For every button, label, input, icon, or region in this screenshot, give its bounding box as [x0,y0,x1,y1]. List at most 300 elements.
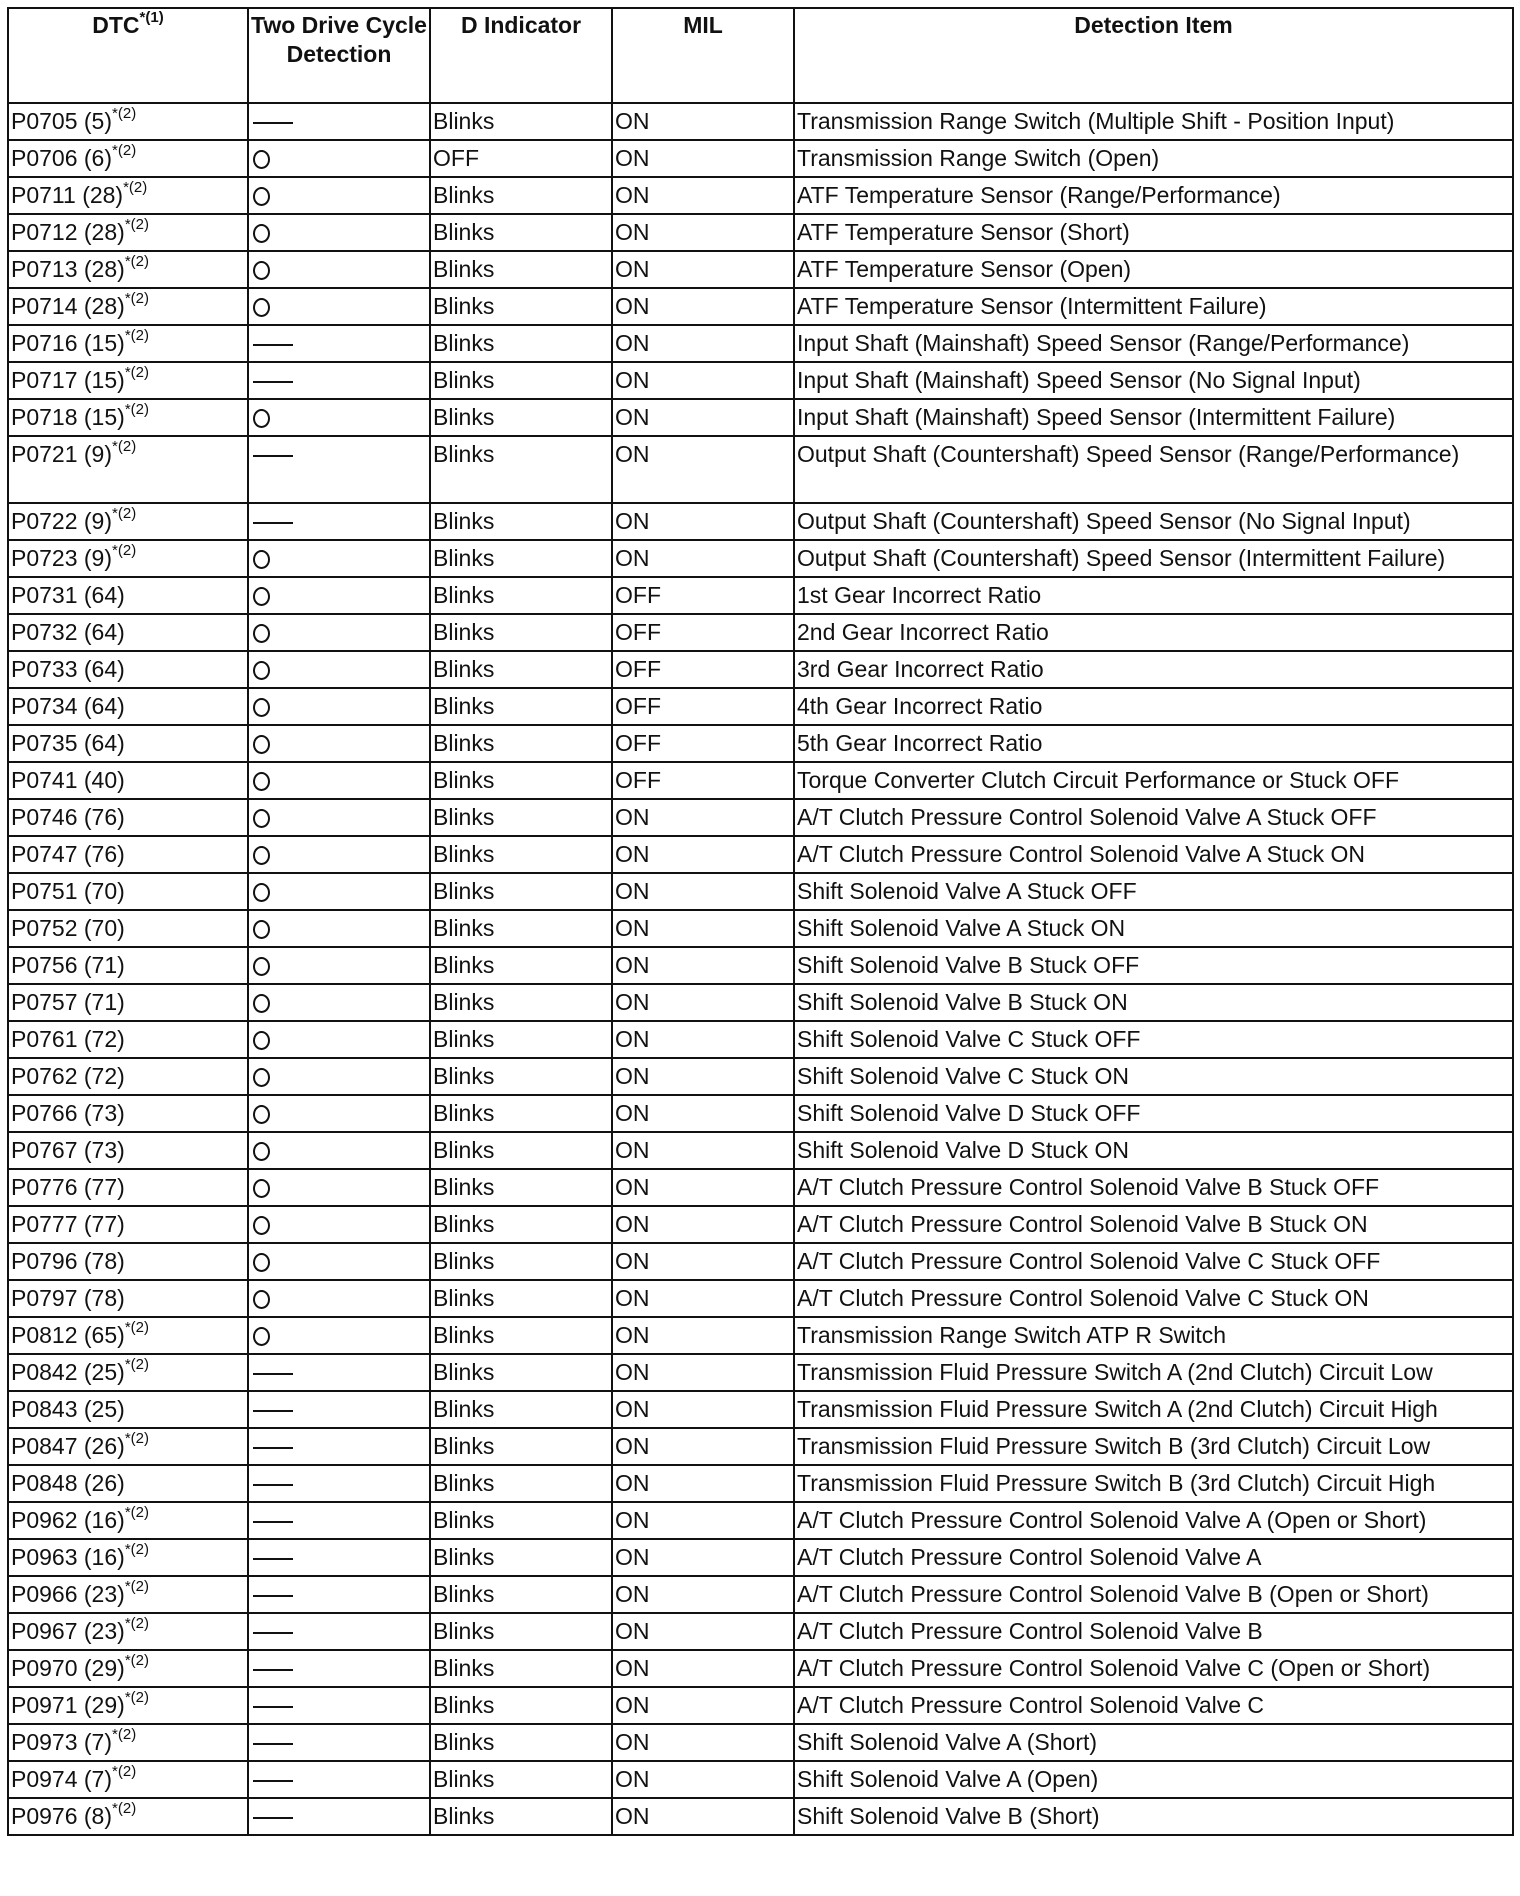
two-drive-cell [248,1428,430,1465]
dtc-code: P0797 (78) [11,1285,125,1311]
mil-cell: ON [612,399,794,436]
dash-mark-icon [253,1484,293,1486]
dtc-code: P0967 (23) [11,1618,125,1644]
table-row [8,910,1513,947]
mil-cell: ON [612,1613,794,1650]
detection-item-cell: A/T Clutch Pressure Control Solenoid Valve C Stuck ON [794,1280,1513,1317]
dtc-footnote: *(2) [112,105,137,123]
dtc-code: P0976 (8) [11,1803,113,1829]
header-two-drive: Two Drive Cycle Detection [248,8,430,103]
dtc-cell [8,1058,248,1095]
detection-item-cell: Transmission Fluid Pressure Switch B (3rd Clutch) Circuit High [794,1465,1513,1502]
d-indicator-cell: Blinks [430,1021,612,1058]
mil-cell: ON [612,910,794,947]
circle-mark-icon [253,624,270,643]
dtc-footnote: *(2) [124,364,149,382]
dtc-code: P0973 (7) [11,1729,113,1755]
dtc-cell [8,177,248,214]
two-drive-cell [248,873,430,910]
dtc-cell [8,836,248,873]
circle-mark-icon [253,1031,270,1050]
table-row [8,540,1513,577]
circle-mark-icon [253,698,270,717]
dtc-cell [8,362,248,399]
table-row [8,1798,1513,1835]
detection-item-cell: 2nd Gear Incorrect Ratio [794,614,1513,651]
two-drive-cell [248,1613,430,1650]
dtc-cell [8,1280,248,1317]
table-row [8,577,1513,614]
two-drive-cell [248,799,430,836]
dtc-cell [8,1132,248,1169]
dtc-code: P0776 (77) [11,1174,125,1200]
circle-mark-icon [253,1142,270,1161]
circle-mark-icon [253,920,270,939]
detection-item-cell: Transmission Fluid Pressure Switch B (3rd Clutch) Circuit Low [794,1428,1513,1465]
dtc-cell [8,1687,248,1724]
mil-cell: ON [612,325,794,362]
circle-mark-icon [253,261,270,280]
mil-cell: ON [612,1724,794,1761]
detection-item-cell: Input Shaft (Mainshaft) Speed Sensor (Intermittent Failure) [794,399,1513,436]
mil-cell: ON [612,1539,794,1576]
mil-cell: ON [612,836,794,873]
dtc-code: P0970 (29) [11,1655,125,1681]
dtc-cell [8,577,248,614]
d-indicator-cell: OFF [430,140,612,177]
dtc-code: P0711 (28) [11,182,124,208]
detection-item-cell: Transmission Range Switch ATP R Switch [794,1317,1513,1354]
mil-cell: ON [612,1502,794,1539]
dtc-cell [8,103,248,140]
dash-mark-icon [253,1595,293,1597]
mil-cell: OFF [612,762,794,799]
detection-item-cell: A/T Clutch Pressure Control Solenoid Valve B (Open or Short) [794,1576,1513,1613]
dash-mark-icon [253,1817,293,1819]
two-drive-cell [248,1391,430,1428]
detection-item-cell: Shift Solenoid Valve C Stuck ON [794,1058,1513,1095]
d-indicator-cell: Blinks [430,1317,612,1354]
mil-cell: ON [612,1021,794,1058]
dtc-footnote: *(2) [124,1504,149,1522]
table-row [8,1391,1513,1428]
mil-cell: ON [612,251,794,288]
mil-cell: ON [612,436,794,503]
circle-mark-icon [253,661,270,680]
table-row [8,1539,1513,1576]
detection-item-cell: ATF Temperature Sensor (Short) [794,214,1513,251]
table-row [8,1502,1513,1539]
mil-cell: ON [612,1428,794,1465]
dash-mark-icon [253,455,293,457]
two-drive-cell [248,1021,430,1058]
dtc-code: P0721 (9) [11,441,113,467]
detection-item-cell: A/T Clutch Pressure Control Solenoid Valve B [794,1613,1513,1650]
table-row [8,436,1513,503]
detection-item-cell: Output Shaft (Countershaft) Speed Sensor (Intermittent Failure) [794,540,1513,577]
d-indicator-cell: Blinks [430,1798,612,1835]
dtc-cell [8,1502,248,1539]
dtc-cell [8,1613,248,1650]
two-drive-cell [248,1317,430,1354]
d-indicator-cell: Blinks [430,984,612,1021]
detection-item-cell: Torque Converter Clutch Circuit Performance or Stuck OFF [794,762,1513,799]
dtc-footnote: *(2) [112,142,137,160]
two-drive-cell [248,503,430,540]
detection-item-cell: Shift Solenoid Valve C Stuck OFF [794,1021,1513,1058]
dtc-cell [8,1095,248,1132]
mil-cell: ON [612,362,794,399]
dtc-code: P0712 (28) [11,219,125,245]
dash-mark-icon [253,381,293,383]
two-drive-cell [248,577,430,614]
mil-cell: ON [612,1650,794,1687]
two-drive-cell [248,651,430,688]
mil-cell: OFF [612,614,794,651]
table-row [8,362,1513,399]
detection-item-cell: Shift Solenoid Valve A Stuck OFF [794,873,1513,910]
table-row [8,1650,1513,1687]
mil-cell: ON [612,1465,794,1502]
dtc-cell [8,1465,248,1502]
dtc-cell [8,947,248,984]
detection-item-cell: A/T Clutch Pressure Control Solenoid Valve C (Open or Short) [794,1650,1513,1687]
detection-item-cell: Shift Solenoid Valve A (Open) [794,1761,1513,1798]
circle-mark-icon [253,994,270,1013]
dtc-footnote: *(2) [112,438,137,456]
dtc-footnote: *(2) [124,1541,149,1559]
dtc-code: P0766 (73) [11,1100,125,1126]
table-row [8,1021,1513,1058]
detection-item-cell: Input Shaft (Mainshaft) Speed Sensor (No Signal Input) [794,362,1513,399]
dtc-footnote: *(2) [124,1652,149,1670]
dtc-code: P0718 (15) [11,404,125,430]
d-indicator-cell: Blinks [430,836,612,873]
dtc-cell [8,1169,248,1206]
table-row [8,614,1513,651]
two-drive-cell [248,1058,430,1095]
mil-cell: ON [612,1798,794,1835]
d-indicator-cell: Blinks [430,1243,612,1280]
table-row [8,1132,1513,1169]
dtc-code: P0713 (28) [11,256,125,282]
dtc-cell [8,214,248,251]
detection-item-cell: A/T Clutch Pressure Control Solenoid Valve A Stuck OFF [794,799,1513,836]
detection-item-cell: A/T Clutch Pressure Control Solenoid Valve B Stuck ON [794,1206,1513,1243]
dash-mark-icon [253,1373,293,1375]
d-indicator-cell: Blinks [430,799,612,836]
dtc-code: P0971 (29) [11,1692,125,1718]
mil-cell: ON [612,1095,794,1132]
detection-item-cell: Shift Solenoid Valve D Stuck OFF [794,1095,1513,1132]
dtc-code: P0752 (70) [11,915,125,941]
detection-item-cell: Transmission Range Switch (Multiple Shift - Position Input) [794,103,1513,140]
two-drive-cell [248,1095,430,1132]
detection-item-cell: Shift Solenoid Valve A Stuck ON [794,910,1513,947]
dtc-footnote: *(2) [123,179,148,197]
header-d-indicator: D Indicator [430,8,612,103]
detection-item-cell: ATF Temperature Sensor (Open) [794,251,1513,288]
mil-cell: ON [612,1132,794,1169]
dtc-cell [8,1798,248,1835]
dtc-code: P0746 (76) [11,804,125,830]
d-indicator-cell: Blinks [430,873,612,910]
detection-item-cell: ATF Temperature Sensor (Range/Performance) [794,177,1513,214]
detection-item-cell: Shift Solenoid Valve B Stuck OFF [794,947,1513,984]
dash-mark-icon [253,1669,293,1671]
two-drive-cell [248,1243,430,1280]
dtc-code: P0962 (16) [11,1507,125,1533]
two-drive-cell [248,1206,430,1243]
dtc-code: P0747 (76) [11,841,125,867]
circle-mark-icon [253,187,270,206]
mil-cell: ON [612,1280,794,1317]
table-row [8,1243,1513,1280]
d-indicator-cell: Blinks [430,214,612,251]
dash-mark-icon [253,1706,293,1708]
circle-mark-icon [253,846,270,865]
dtc-code: P0717 (15) [11,367,125,393]
dtc-code: P0842 (25) [11,1359,125,1385]
two-drive-cell [248,1761,430,1798]
two-drive-cell [248,688,430,725]
dash-mark-icon [253,1447,293,1449]
detection-item-cell: ATF Temperature Sensor (Intermittent Failure) [794,288,1513,325]
d-indicator-cell: Blinks [430,1354,612,1391]
mil-cell: OFF [612,688,794,725]
two-drive-cell [248,1502,430,1539]
d-indicator-cell: Blinks [430,1576,612,1613]
table-row [8,1724,1513,1761]
dtc-footnote: *(2) [112,1800,137,1818]
circle-mark-icon [253,883,270,902]
mil-cell: ON [612,1576,794,1613]
table-row [8,799,1513,836]
two-drive-cell [248,1465,430,1502]
dash-mark-icon [253,122,293,124]
two-drive-cell [248,288,430,325]
dtc-code: P0706 (6) [11,145,113,171]
two-drive-cell [248,1354,430,1391]
dtc-cell [8,762,248,799]
detection-item-cell: 5th Gear Incorrect Ratio [794,725,1513,762]
dtc-code: P0751 (70) [11,878,125,904]
dtc-cell [8,503,248,540]
detection-item-cell: Shift Solenoid Valve B Stuck ON [794,984,1513,1021]
mil-cell: ON [612,799,794,836]
dtc-code: P0716 (15) [11,330,125,356]
dtc-code: P0812 (65) [11,1322,125,1348]
table-row [8,688,1513,725]
dtc-footnote: *(2) [124,290,149,308]
two-drive-cell [248,1650,430,1687]
mil-cell: ON [612,984,794,1021]
dash-mark-icon [253,522,293,524]
dtc-code: P0731 (64) [11,582,125,608]
table-header-row [8,8,1513,103]
detection-item-cell: A/T Clutch Pressure Control Solenoid Valve C Stuck OFF [794,1243,1513,1280]
d-indicator-cell: Blinks [430,577,612,614]
dtc-footnote: *(2) [112,542,137,560]
d-indicator-cell: Blinks [430,1650,612,1687]
dtc-code: P0761 (72) [11,1026,125,1052]
detection-item-cell: Output Shaft (Countershaft) Speed Sensor (No Signal Input) [794,503,1513,540]
dtc-cell [8,540,248,577]
mil-cell: ON [612,1391,794,1428]
dtc-footnote: *(2) [124,1319,149,1337]
table-row [8,1687,1513,1724]
mil-cell: ON [612,947,794,984]
dtc-code: P0777 (77) [11,1211,125,1237]
mil-cell: ON [612,1317,794,1354]
two-drive-cell [248,1576,430,1613]
circle-mark-icon [253,809,270,828]
d-indicator-cell: Blinks [430,503,612,540]
table-row [8,1206,1513,1243]
d-indicator-cell: Blinks [430,251,612,288]
header-dtc: DTC$^{*(1)}$ [8,8,248,103]
d-indicator-cell: Blinks [430,1280,612,1317]
detection-item-cell: A/T Clutch Pressure Control Solenoid Valve B Stuck OFF [794,1169,1513,1206]
dtc-code: P0733 (64) [11,656,125,682]
dtc-cell [8,1539,248,1576]
mil-cell: ON [612,103,794,140]
header-dtc-note: *(1) [139,9,164,27]
two-drive-cell [248,214,430,251]
circle-mark-icon [253,550,270,569]
detection-item-cell: A/T Clutch Pressure Control Solenoid Valve A (Open or Short) [794,1502,1513,1539]
detection-item-cell: Transmission Fluid Pressure Switch A (2nd Clutch) Circuit Low [794,1354,1513,1391]
circle-mark-icon [253,735,270,754]
dtc-code: P0796 (78) [11,1248,125,1274]
table-row [8,288,1513,325]
dash-mark-icon [253,344,293,346]
mil-cell: ON [612,1243,794,1280]
two-drive-cell [248,947,430,984]
dtc-footnote: *(2) [112,1726,137,1744]
detection-item-cell: Shift Solenoid Valve B (Short) [794,1798,1513,1835]
dtc-code: P0722 (9) [11,508,113,534]
mil-cell: ON [612,1761,794,1798]
dtc-code: P0762 (72) [11,1063,125,1089]
d-indicator-cell: Blinks [430,1058,612,1095]
two-drive-cell [248,1132,430,1169]
detection-item-cell: A/T Clutch Pressure Control Solenoid Valve A [794,1539,1513,1576]
d-indicator-cell: Blinks [430,688,612,725]
dtc-cell [8,325,248,362]
table-row [8,1317,1513,1354]
circle-mark-icon [253,587,270,606]
mil-cell: ON [612,1354,794,1391]
mil-cell: ON [612,140,794,177]
mil-cell: ON [612,540,794,577]
table-row [8,1280,1513,1317]
table-row [8,325,1513,362]
dtc-code: P0848 (26) [11,1470,125,1496]
dtc-cell [8,436,248,503]
d-indicator-cell: Blinks [430,910,612,947]
two-drive-cell [248,177,430,214]
mil-cell: ON [612,177,794,214]
dtc-cell [8,288,248,325]
table-row [8,984,1513,1021]
dtc-code: P0735 (64) [11,730,125,756]
two-drive-cell [248,399,430,436]
circle-mark-icon [253,957,270,976]
two-drive-cell [248,836,430,873]
circle-mark-icon [253,150,270,169]
table-row [8,177,1513,214]
two-drive-cell [248,436,430,503]
circle-mark-icon [253,1253,270,1272]
mil-cell: OFF [612,651,794,688]
mil-cell: ON [612,873,794,910]
table-row [8,1354,1513,1391]
dtc-code: P0756 (71) [11,952,125,978]
two-drive-cell [248,1798,430,1835]
two-drive-cell [248,103,430,140]
dash-mark-icon [253,1743,293,1745]
circle-mark-icon [253,1179,270,1198]
dtc-cell [8,614,248,651]
table-row [8,1095,1513,1132]
table-row [8,214,1513,251]
d-indicator-cell: Blinks [430,762,612,799]
dtc-cell [8,799,248,836]
d-indicator-cell: Blinks [430,1206,612,1243]
two-drive-cell [248,1539,430,1576]
d-indicator-cell: Blinks [430,651,612,688]
d-indicator-cell: Blinks [430,725,612,762]
table-row [8,1169,1513,1206]
circle-mark-icon [253,772,270,791]
d-indicator-cell: Blinks [430,1613,612,1650]
dtc-cell [8,1761,248,1798]
dtc-code: P0767 (73) [11,1137,125,1163]
dtc-cell [8,1576,248,1613]
dtc-cell [8,140,248,177]
dtc-cell [8,651,248,688]
dtc-cell [8,1650,248,1687]
d-indicator-cell: Blinks [430,1761,612,1798]
table-row [8,1465,1513,1502]
dtc-footnote: *(2) [124,1615,149,1633]
table-row [8,836,1513,873]
dtc-code: P0734 (64) [11,693,125,719]
circle-mark-icon [253,298,270,317]
d-indicator-cell: Blinks [430,614,612,651]
detection-item-cell: 1st Gear Incorrect Ratio [794,577,1513,614]
detection-item-cell: Transmission Fluid Pressure Switch A (2nd Clutch) Circuit High [794,1391,1513,1428]
dtc-code: P0847 (26) [11,1433,125,1459]
dtc-code: P0705 (5) [11,108,113,134]
d-indicator-cell: Blinks [430,1687,612,1724]
dtc-cell [8,1428,248,1465]
d-indicator-cell: Blinks [430,288,612,325]
dtc-footnote: *(2) [124,216,149,234]
two-drive-cell [248,362,430,399]
detection-item-cell: A/T Clutch Pressure Control Solenoid Valve C [794,1687,1513,1724]
detection-item-cell: A/T Clutch Pressure Control Solenoid Valve A Stuck ON [794,836,1513,873]
dash-mark-icon [253,1521,293,1523]
table-row [8,1613,1513,1650]
dtc-code: P0963 (16) [11,1544,125,1570]
table-row [8,651,1513,688]
dtc-cell [8,251,248,288]
circle-mark-icon [253,1216,270,1235]
table-row [8,725,1513,762]
two-drive-cell [248,1280,430,1317]
